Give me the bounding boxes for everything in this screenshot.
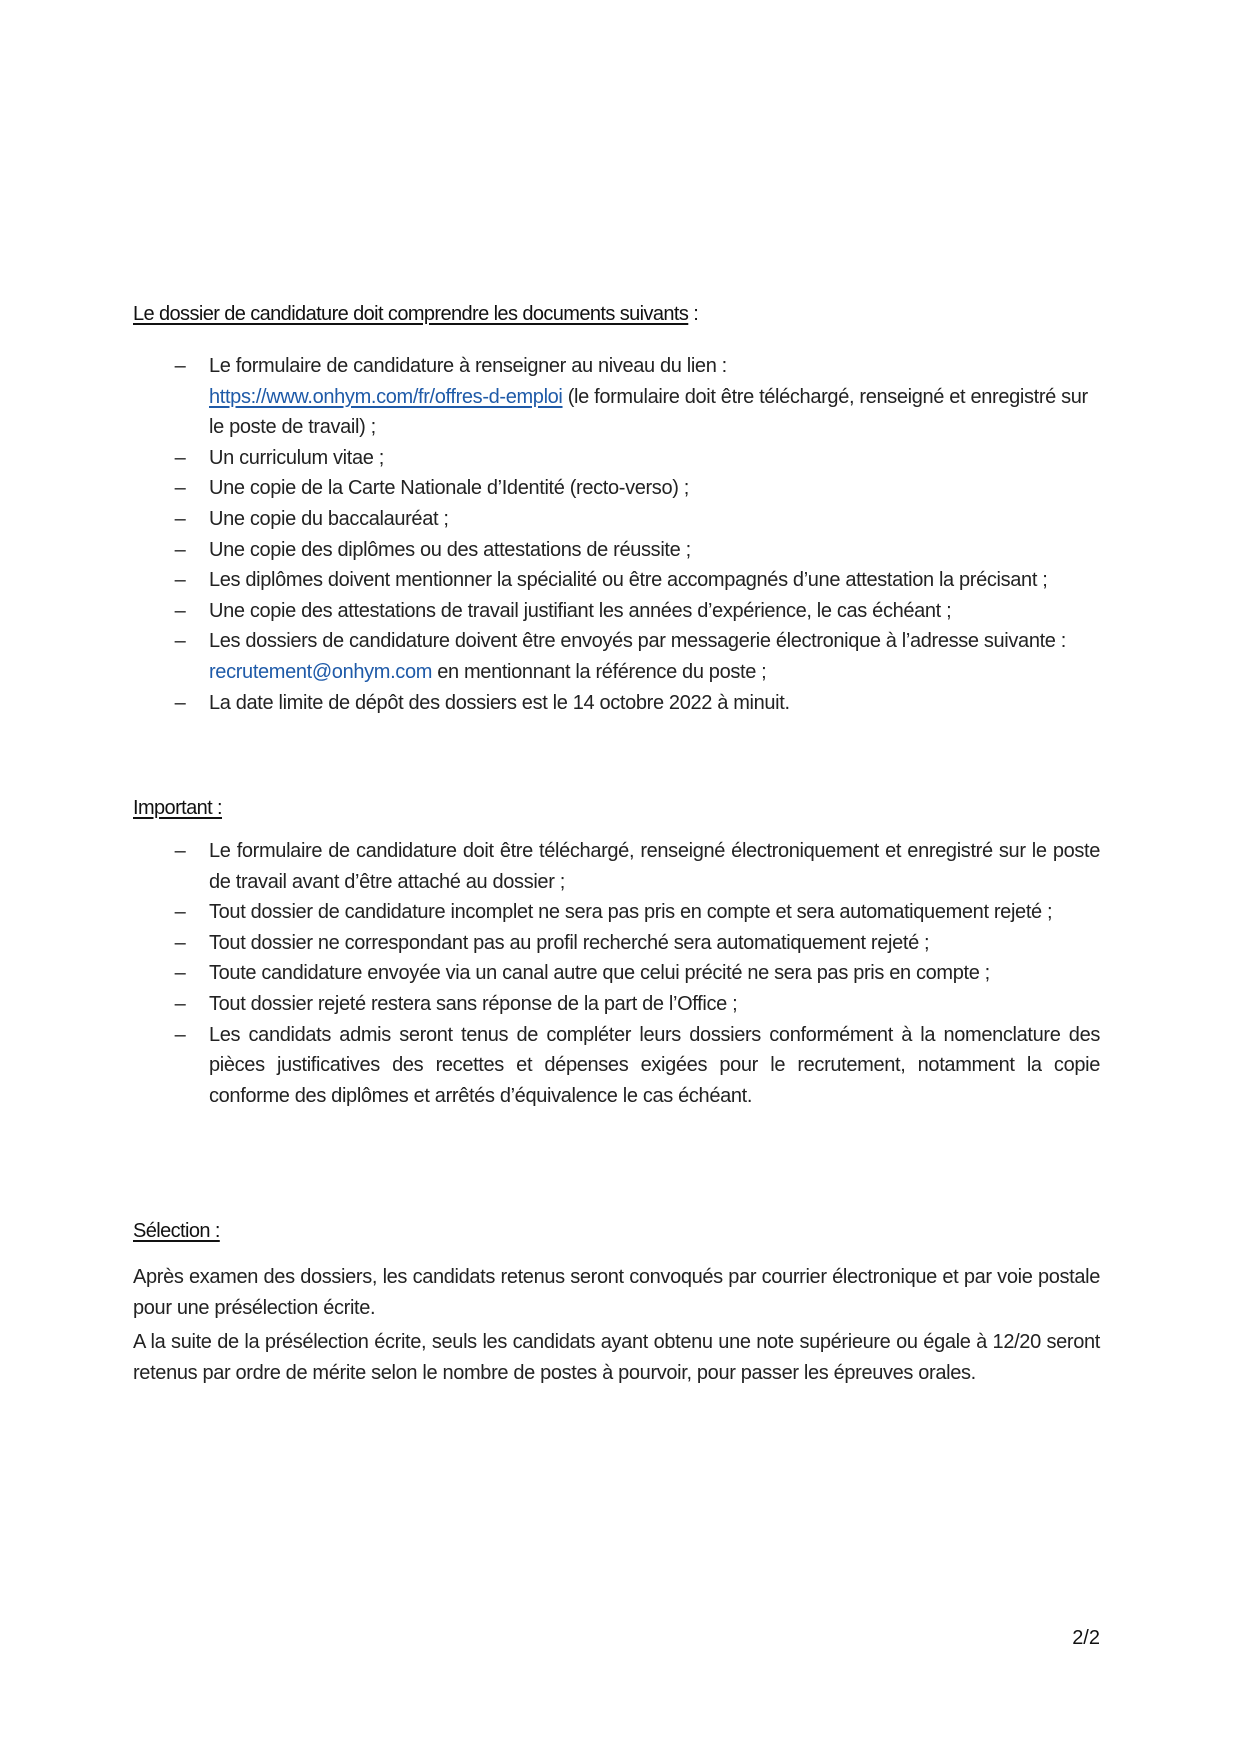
selection-paragraph-1: Après examen des dossiers, les candidats retenus seront convoqués par courrier électronique et par voie postale pour une présélection écrite. [133, 1266, 1100, 1319]
list-item [133, 897, 1100, 928]
bullet-dash: – [174, 507, 186, 530]
list-item [133, 989, 1100, 1020]
list-item [133, 688, 1100, 719]
bullet-dash: – [174, 630, 186, 653]
application-form-link[interactable]: https://www.onhym.com/fr/offres-d-emploi [209, 385, 563, 408]
important-heading-text: Important : [133, 797, 222, 819]
list-item-text: Les dossiers de candidature doivent être envoyés par messagerie électronique à l’adresse suivante : [209, 630, 1066, 653]
selection-paragraph-2: A la suite de la présélection écrite, seuls les candidats ayant obtenu une note supérieure ou égale à 12/20 seront retenus par ordre de mérite selon le nombre de postes à pourvoir, pour passer les épreuves orales. [133, 1331, 1100, 1384]
list-item-text: Tout dossier rejeté restera sans réponse de la part de l’Office ; [209, 992, 738, 1015]
list-item [133, 596, 1100, 627]
list-item-text: Un curriculum vitae ; [209, 446, 384, 469]
bullet-dash: – [174, 962, 186, 985]
list-item [133, 351, 1100, 443]
list-item [133, 473, 1100, 504]
list-item-text: Les candidats admis seront tenus de compléter leurs dossiers conformément à la nomenclature des pièces justificatives des recettes et dépenses exigées pour le recrutement, notamment la copie conforme des diplômes et arrêtés d’équivalence le cas échéant. [209, 1023, 1100, 1107]
list-item-text: Tout dossier ne correspondant pas au profil recherché sera automatiquement rejeté ; [209, 931, 930, 954]
list-item-text: La date limite de dépôt des dossiers est le 14 octobre 2022 à minuit. [209, 691, 790, 714]
list-item-text: Le formulaire de candidature doit être téléchargé, renseigné électroniquement et enregistré sur le poste de travail avant d’être attaché au dossier ; [209, 840, 1100, 893]
bullet-dash: – [174, 992, 186, 1015]
list-item-text: Tout dossier de candidature incomplet ne sera pas pris en compte et sera automatiquement rejeté ; [209, 901, 1053, 924]
important-notes-list [133, 836, 1100, 1111]
list-item [133, 958, 1100, 989]
list-item [133, 836, 1100, 897]
bullet-dash: – [174, 840, 186, 862]
list-item-text: (le formulaire doit être téléchargé, renseigné et enregistré sur le poste de travail) ; [209, 385, 1088, 439]
bullet-dash: – [174, 477, 186, 500]
list-item-text: Une copie des attestations de travail justifiant les années d’expérience, le cas échéant ; [209, 599, 952, 622]
list-item [133, 504, 1100, 535]
list-item [133, 1020, 1100, 1112]
list-item-text: Une copie des diplômes ou des attestations de réussite ; [209, 538, 691, 561]
bullet-dash: – [174, 599, 186, 622]
list-item-text: Les diplômes doivent mentionner la spécialité ou être accompagnés d’une attestation la précisant ; [209, 569, 1048, 592]
dossier-heading-suffix: : [688, 303, 699, 325]
list-item-text: Une copie de la Carte Nationale d’Identité (recto-verso) ; [209, 477, 689, 500]
page-number: 2/2 [1072, 1627, 1100, 1649]
bullet-dash: – [174, 538, 186, 561]
selection-heading-text: Sélection : [133, 1220, 220, 1242]
list-item-text: en mentionnant la référence du poste ; [432, 660, 767, 683]
dossier-heading [133, 302, 698, 326]
list-item [133, 565, 1100, 596]
bullet-dash: – [174, 1023, 186, 1046]
list-item [133, 535, 1100, 566]
recruitment-email-link[interactable]: recrutement@onhym.com [209, 660, 433, 683]
list-item-text: Toute candidature envoyée via un canal autre que celui précité ne sera pas pris en compte ; [209, 962, 990, 985]
selection-heading [133, 1219, 220, 1243]
list-item [133, 928, 1100, 959]
bullet-dash: – [174, 569, 186, 592]
list-item [133, 626, 1100, 687]
bullet-dash: – [174, 931, 186, 954]
bullet-dash: – [174, 446, 186, 469]
list-item-text: Le formulaire de candidature à renseigner au niveau du lien : [209, 355, 727, 377]
bullet-dash: – [174, 691, 186, 714]
important-heading [133, 796, 222, 820]
list-item-text: Une copie du baccalauréat ; [209, 507, 449, 530]
dossier-heading-text: Le dossier de candidature doit comprendre les documents suivants [133, 303, 689, 325]
bullet-dash: – [174, 901, 186, 924]
dossier-documents-list [133, 351, 1100, 718]
list-item [133, 443, 1100, 474]
bullet-dash: – [174, 355, 186, 377]
